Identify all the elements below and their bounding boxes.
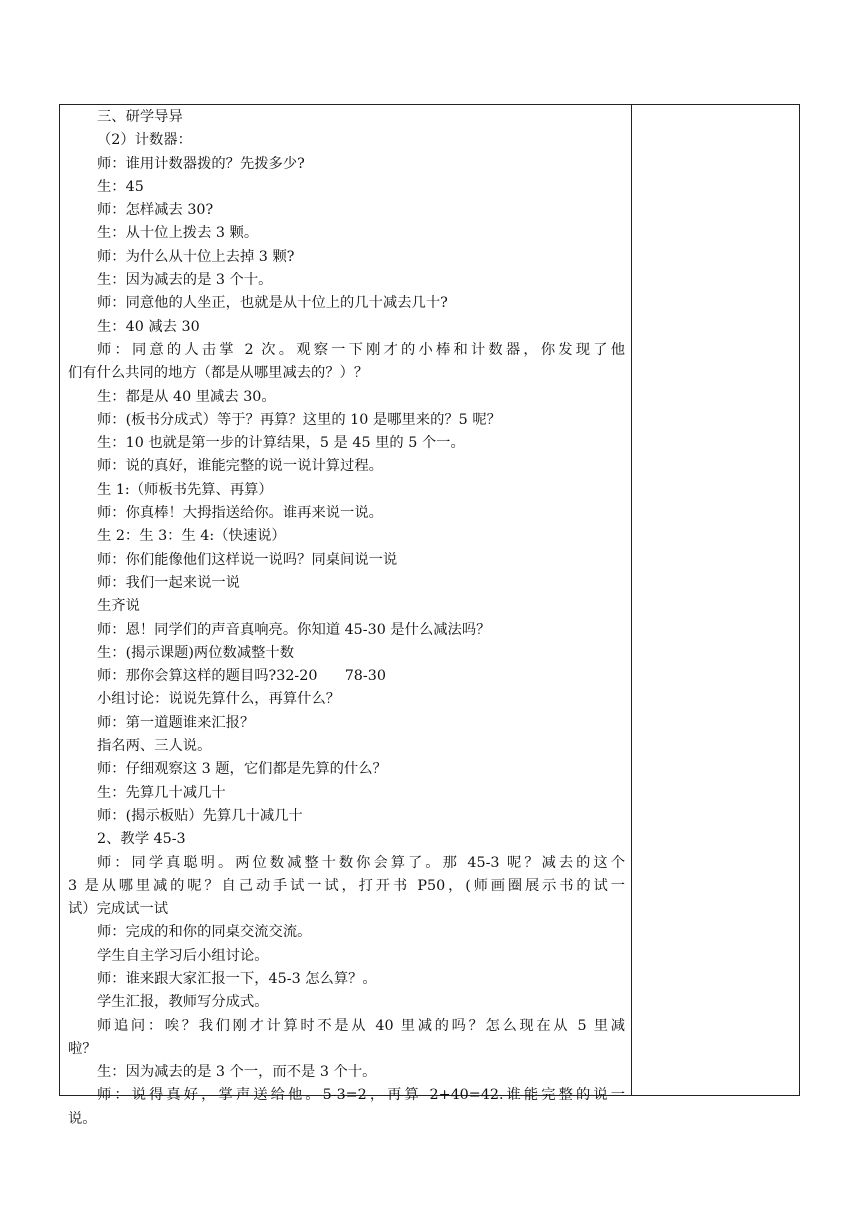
text-line: 师：(板书分成式）等于？再算？这里的 10 是哪里来的？5 呢？ bbox=[97, 411, 501, 428]
text-line: 师：谁用计数器拨的？先拨多少? bbox=[97, 155, 305, 172]
text-line: 师：仔细观察这 3 题，它们都是先算的什么？ bbox=[97, 761, 387, 778]
lesson-table bbox=[59, 104, 800, 1127]
text-line: 3 是从哪里减的呢？自己动手试一试，打开书 P50，(师画圈展示书的试一 bbox=[68, 877, 625, 894]
text-line: 啦？ bbox=[68, 1040, 97, 1057]
text-line: 师：你们能像他们这样说一说吗？同桌间说一说 bbox=[97, 551, 398, 568]
text-line: 师：你真棒！大拇指送给你。谁再来说一说。 bbox=[97, 505, 383, 522]
text-line: 学生汇报，教师写分成式。 bbox=[97, 994, 269, 1011]
text-line: 生：45 bbox=[97, 178, 144, 195]
text-line: 师：完成的和你的同桌交流交流。 bbox=[97, 924, 312, 941]
text-line: 生：从十位上拨去 3 颗。 bbox=[97, 225, 259, 242]
lesson-content-cell bbox=[60, 105, 632, 1127]
text-line: 们有什么共同的地方（都是从哪里减去的？）？ bbox=[68, 365, 369, 382]
text-line: 三、研学导异 bbox=[97, 109, 183, 125]
text-line: 生：(揭示课题)两位数减整十数 bbox=[97, 644, 295, 661]
notes-cell bbox=[632, 105, 799, 1095]
text-line: 师：第一道题谁来汇报？ bbox=[97, 714, 255, 731]
text-line: 师：(揭示板贴）先算几十减几十 bbox=[97, 807, 303, 824]
text-line: 生 2：生 3：生 4:（快速说） bbox=[97, 528, 286, 545]
text-line: 学生自主学习后小组讨论。 bbox=[97, 947, 269, 964]
text-line: 生：因为减去的是 3 个十。 bbox=[97, 272, 273, 289]
text-line: 师：同意的人击掌 2 次。观察一下刚才的小棒和计数器，你发现了他 bbox=[97, 341, 625, 358]
text-line: 试）完成试一试 bbox=[68, 901, 169, 918]
text-line: 师：同学真聪明。两位数减整十数你会算了。那 45-3 呢？减去的这个 bbox=[97, 854, 625, 871]
text-line: 师：怎样减去 30? bbox=[97, 202, 214, 219]
text-line: 指名两、三人说。 bbox=[97, 738, 212, 755]
text-line: 生 1:（师板书先算、再算） bbox=[97, 481, 273, 498]
text-line: 生齐说 bbox=[97, 598, 140, 615]
text-line: 说。 bbox=[68, 1110, 97, 1127]
text-line: 师：恩！同学们的声音真响亮。你知道 45-30 是什么减法吗？ bbox=[97, 621, 491, 638]
text-line: 生：先算几十减几十 bbox=[97, 784, 226, 801]
text-line: 师：说得真好，掌声送给他。5-3=2，再算 2+40=42.谁能完整的说一 bbox=[97, 1087, 625, 1104]
text-line: 生：10 也就是第一步的计算结果，5 是 45 里的 5 个一。 bbox=[97, 435, 465, 452]
text-line: 师：那你会算这样的题目吗?32-20 78-30 bbox=[97, 668, 386, 685]
text-line: 师：我们一起来说一说 bbox=[97, 574, 240, 591]
text-line: （2）计数器： bbox=[97, 132, 192, 149]
text-line: 师：说的真好，谁能完整的说一说计算过程。 bbox=[97, 458, 383, 475]
text-line: 师追问：唉？我们刚才计算时不是从 40 里减的吗？怎么现在从 5 里减 bbox=[97, 1017, 625, 1034]
text-line: 生：都是从 40 里减去 30。 bbox=[97, 388, 276, 405]
text-line: 2、教学 45-3 bbox=[97, 831, 186, 848]
text-line: 生：因为减去的是 3 个一，而不是 3 个十。 bbox=[97, 1064, 377, 1081]
text-line: 生：40 减去 30 bbox=[97, 318, 200, 335]
text-line: 师：谁来跟大家汇报一下，45-3 怎么算？。 bbox=[97, 970, 377, 987]
text-line: 师：为什么从十位上去掉 3 颗? bbox=[97, 248, 295, 265]
text-line: 师：同意他的人坐正，也就是从十位上的几十减去几十? bbox=[97, 295, 448, 312]
text-line: 小组讨论：说说先算什么，再算什么？ bbox=[97, 691, 341, 708]
